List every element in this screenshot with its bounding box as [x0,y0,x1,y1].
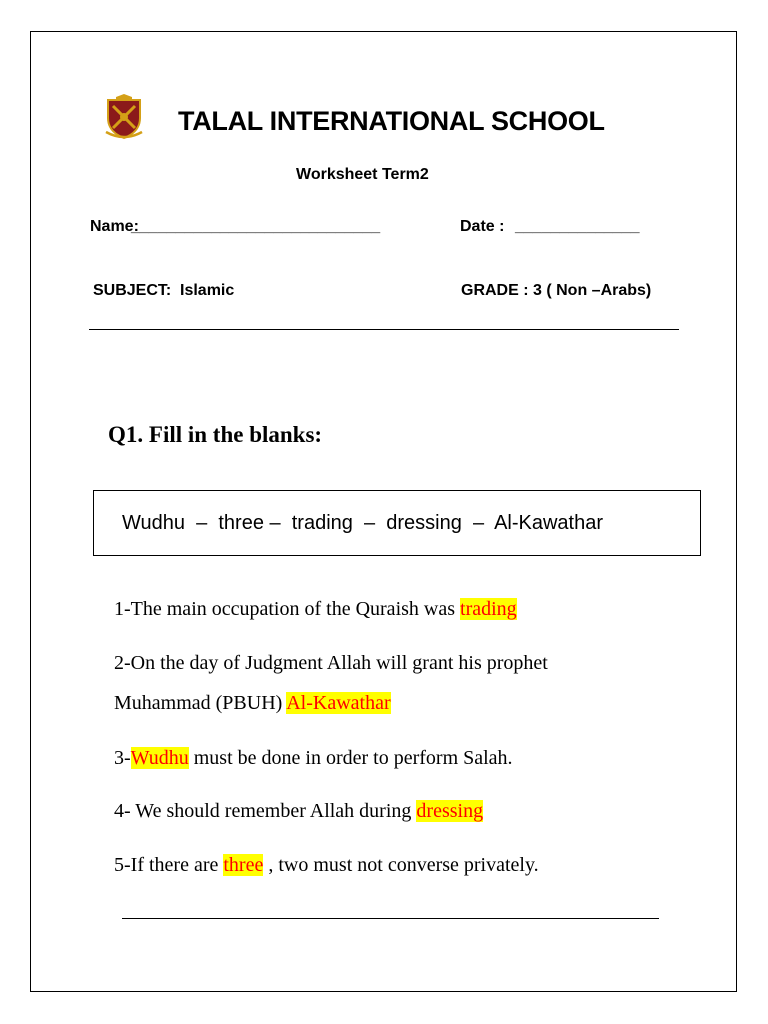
name-blank: ____________________________ [131,218,381,235]
answer-al-kawathar: Al-Kawathar [286,692,391,714]
sentence-5-text: , two must not converse privately. [263,854,539,876]
school-title: TALAL INTERNATIONAL SCHOOL [178,106,605,136]
sentence-5 [114,854,539,877]
sentence-1-text: 1-The main occupation of the Quraish was [114,598,461,620]
subject-label: SUBJECT: [93,282,172,299]
header-divider [89,329,679,330]
sentence-2-line-1: 2-On the day of Judgment Allah will grant his prophet [114,652,548,674]
sentence-1 [114,598,517,621]
sentence-3-prefix: 3- [114,747,131,769]
answer-wudhu: Wudhu [130,747,189,769]
sentence-5-prefix: 5-If there are [114,854,224,876]
sentence-2-line-2 [114,692,391,715]
school-crest-logo [104,94,144,140]
name-label: Name: [90,218,139,235]
sentence-4 [114,800,483,823]
word-bank-text: Wudhu – three – trading – dressing – Al-Kawathar [122,511,604,534]
footer-divider [122,918,659,919]
answer-dressing: dressing [416,800,484,822]
answer-three: three [223,854,264,876]
worksheet-title: Worksheet Term2 [296,166,429,183]
sentence-3-text: must be done in order to perform Salah. [188,747,513,769]
word-bank-box [93,490,701,556]
subject-value: Islamic [180,282,235,299]
answer-trading: trading [460,598,517,620]
date-blank: ______________ [515,218,640,235]
date-label: Date : [460,218,505,235]
grade-label: GRADE : 3 ( Non –Arabs) [461,282,652,299]
question-heading: Q1. Fill in the blanks: [108,422,323,447]
sentence-4-text: 4- We should remember Allah during [114,800,417,822]
sentence-3 [114,747,513,770]
sentence-2-text: Muhammad (PBUH) [114,692,287,714]
